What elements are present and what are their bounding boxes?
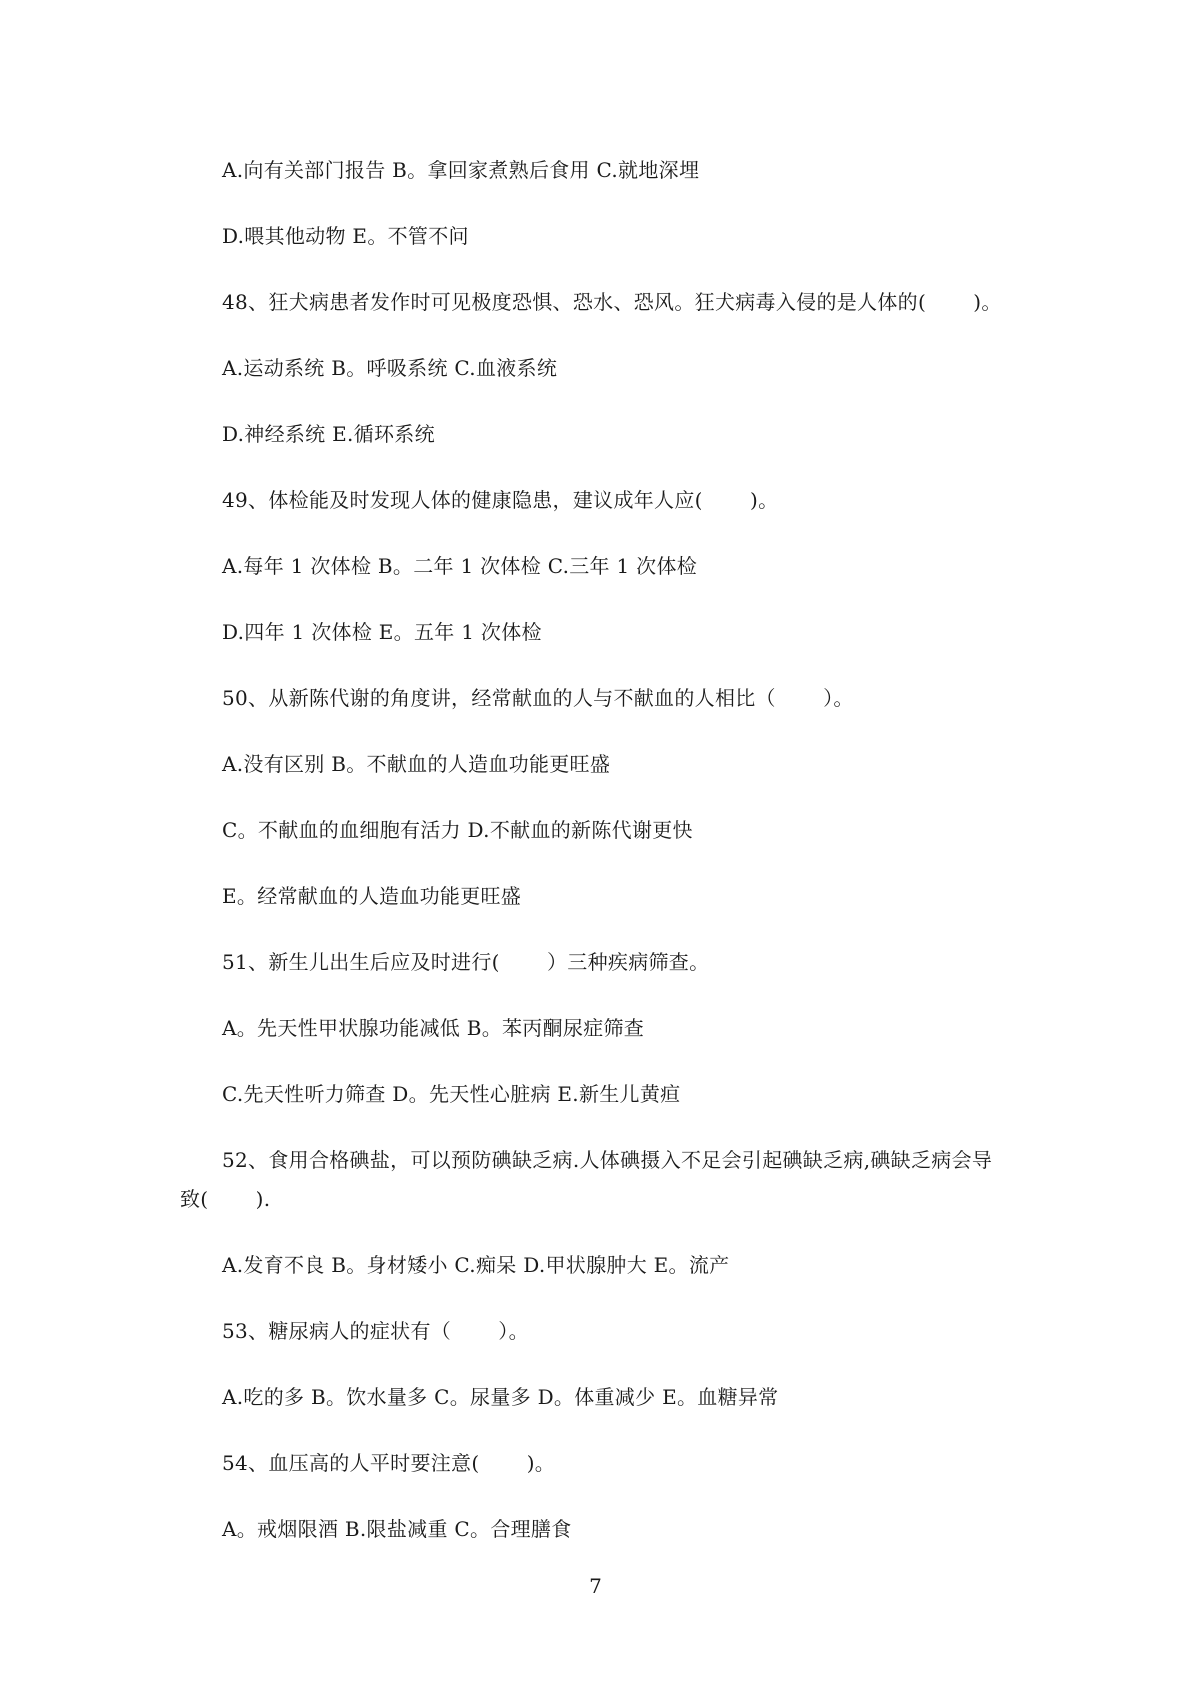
question-50: 50、从新陈代谢的角度讲，经常献血的人与不献血的人相比（ ）。 [222, 686, 854, 710]
option-line-48-a-c: A.运动系统 B。呼吸系统 C.血液系统 [222, 356, 558, 380]
option-line-48-d-e: D.神经系统 E.循环系统 [222, 422, 435, 446]
option-line-53-a-e: A.吃的多 B。饮水量多 C。尿量多 D。体重减少 E。血糖异常 [222, 1385, 779, 1409]
question-51: 51、新生儿出生后应及时进行( ）三种疾病筛查。 [222, 950, 710, 974]
option-line-54-a-c: A。戒烟限酒 B.限盐减重 C。合理膳食 [222, 1517, 572, 1541]
question-53: 53、糖尿病人的症状有（ ）。 [222, 1319, 529, 1343]
option-line-50-c-d: C。不献血的血细胞有活力 D.不献血的新陈代谢更快 [222, 818, 693, 842]
option-line-49-d-e: D.四年 1 次体检 E。五年 1 次体检 [222, 620, 542, 644]
option-line-51-a-b: A。先天性甲状腺功能减低 B。苯丙酮尿症筛查 [222, 1016, 645, 1040]
option-line-47-a-c: A.向有关部门报告 B。拿回家煮熟后食用 C.就地深埋 [222, 158, 700, 182]
option-line-50-e: E。经常献血的人造血功能更旺盛 [222, 884, 522, 908]
option-line-49-a-c: A.每年 1 次体检 B。二年 1 次体检 C.三年 1 次体检 [222, 554, 698, 578]
question-48: 48、狂犬病患者发作时可见极度恐惧、恐水、恐风。狂犬病毒入侵的是人体的( )。 [222, 290, 1002, 314]
option-line-47-d-e: D.喂其他动物 E。不管不问 [222, 224, 469, 248]
question-49: 49、体检能及时发现人体的健康隐患，建议成年人应( )。 [222, 488, 779, 512]
option-line-52-a-e: A.发育不良 B。身材矮小 C.痴呆 D.甲状腺肿大 E。流产 [222, 1253, 730, 1277]
question-54: 54、血压高的人平时要注意( )。 [222, 1451, 556, 1475]
option-line-50-a-b: A.没有区别 B。不献血的人造血功能更旺盛 [222, 752, 611, 776]
question-52-line-2: 致( ). [180, 1187, 271, 1211]
question-52-line-1: 52、食用合格碘盐，可以预防碘缺乏病.人体碘摄入不足会引起碘缺乏病,碘缺乏病会导 [222, 1148, 993, 1172]
page-number: 7 [589, 1574, 602, 1598]
option-line-51-c-e: C.先天性听力筛查 D。先天性心脏病 E.新生儿黄疸 [222, 1082, 681, 1106]
